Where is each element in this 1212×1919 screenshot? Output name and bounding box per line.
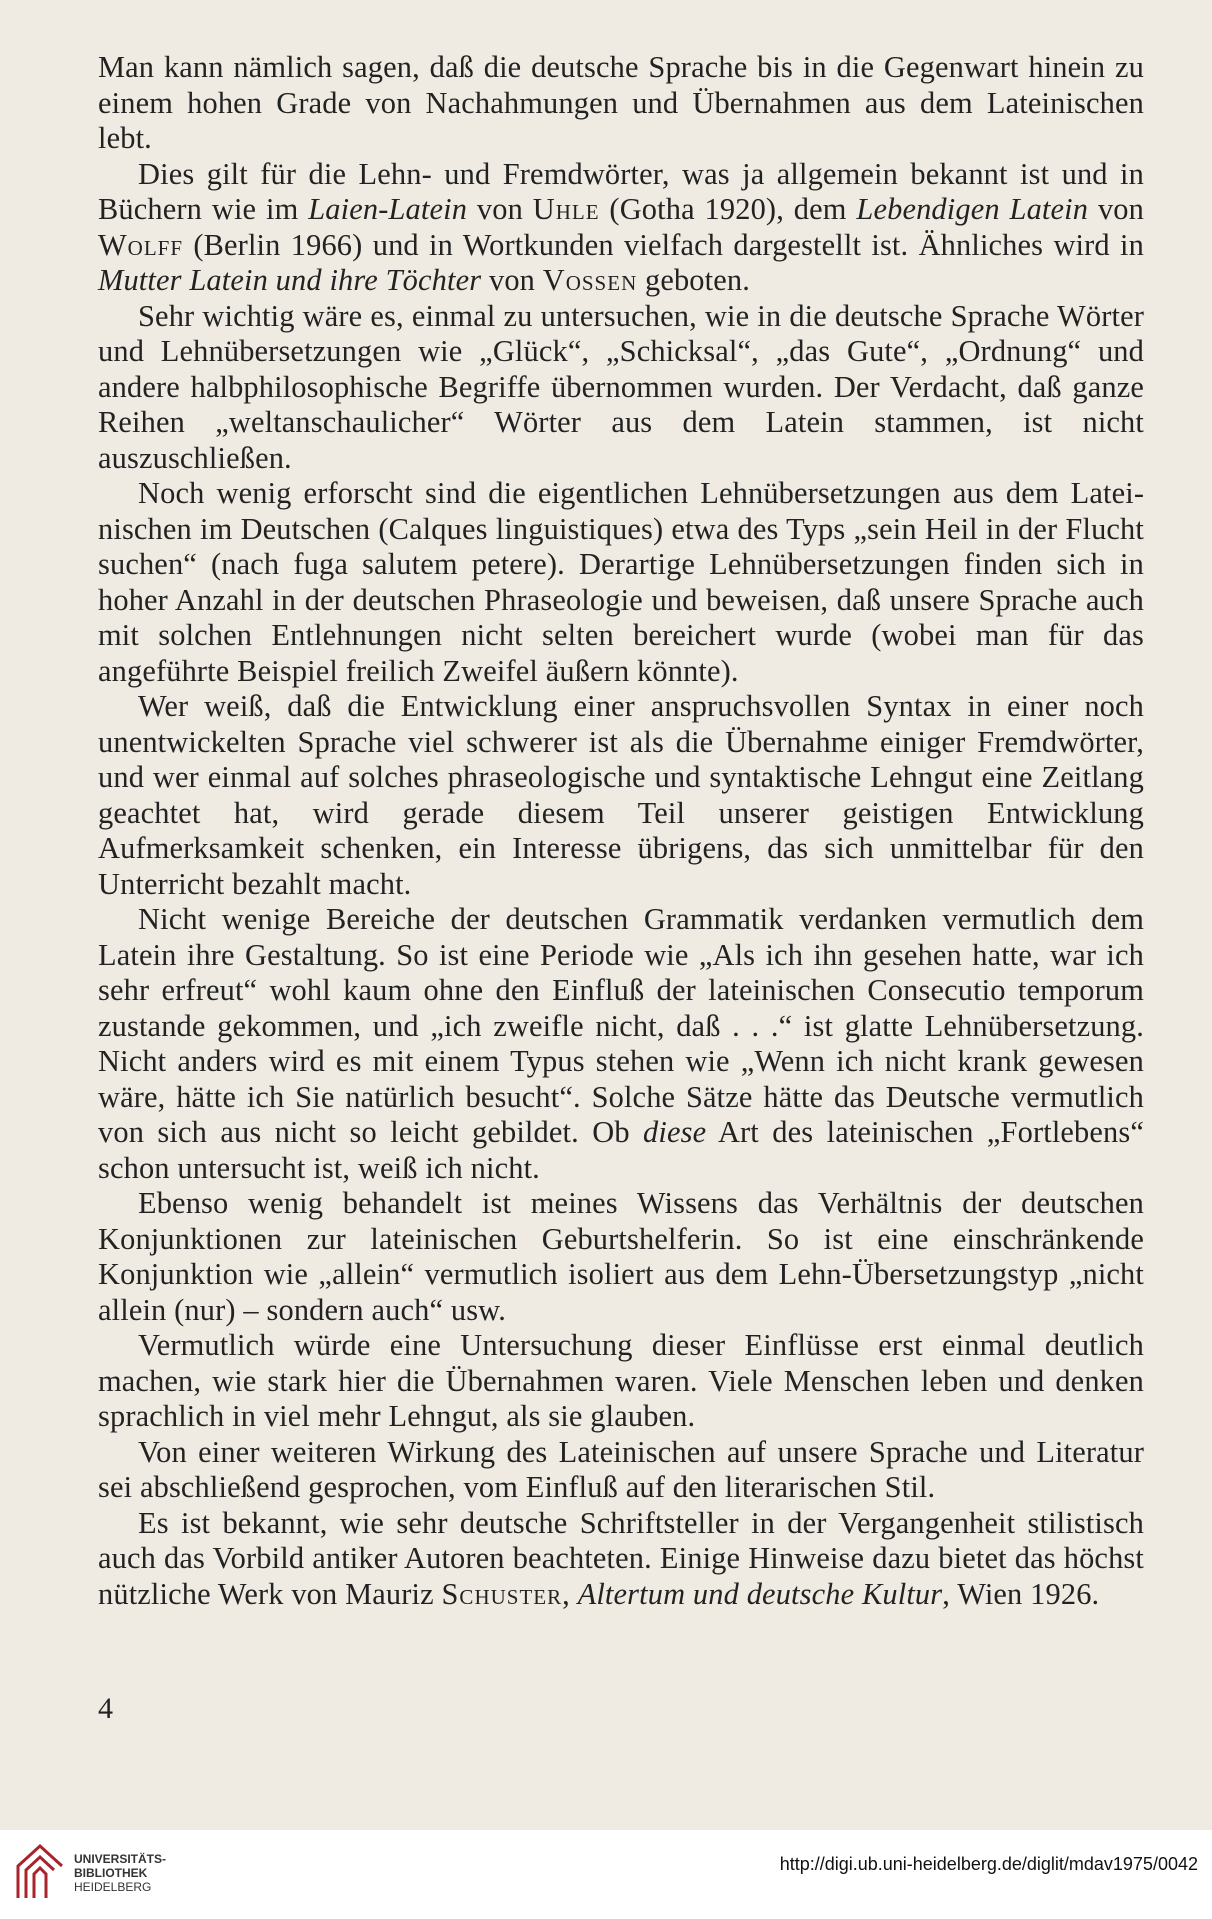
- permalink-url[interactable]: http://digi.ub.uni-heidelberg.de/diglit/mdav1975/0042: [779, 1854, 1198, 1874]
- body-text: [98, 50, 1144, 1612]
- paragraph-8: Vermutlich würde eine Untersuchung dieser Einflüsse erst einmal deutlich machen, wie stark hier die Übernahmen waren. Viele Menschen leben und denken sprachlich in viel mehr Lehngut, als sie glauben.: [98, 1328, 1144, 1433]
- library-name-line-2: BIBLIOTHEK: [74, 1866, 148, 1880]
- paragraph-1: Man kann nämlich sagen, daß die deutsche Sprache bis in die Gegenwart hinein zu einem hohen Grade von Nachahmungen und Übernahmen aus dem Lateinischen lebt.: [98, 50, 1144, 155]
- paragraph-5: Wer weiß, daß die Entwicklung einer anspruchsvollen Syntax in einer noch unentwickelten Sprache viel schwerer ist als die Übernahme einiger Fremdwörter, und wer einmal auf solches phraseologische und syntaktische Lehngut eine Zeitlang geachtet hat, wird gerade diesem Teil unserer geistigen Entwicklung Aufmerksamkeit schenken, ein Interesse übrigens, das sich unmittelbar für den Unterricht bezahlt macht.: [98, 689, 1144, 901]
- paragraph-7: Ebenso wenig behandelt ist meines Wissens das Verhältnis der deutschen Konjunktionen zur lateinischen Geburtshelferin. So ist eine einschränkende Konjunktion wie „allein“ vermutlich isoliert aus dem Lehn-Übersetzungstyp „nicht allein (nur) – sondern auch“ usw.: [98, 1186, 1144, 1327]
- paragraph-3: Sehr wichtig wäre es, einmal zu untersuchen, wie in die deutsche Sprache Wörter und Lehnübersetzungen wie „Glück“, „Schicksal“, „das Gute“, „Ordnung“ und andere halbphilosophische Begriffe übernommen wurden. Der Verdacht, daß ganze Reihen „weltanschaulicher“ Wörter aus dem Latein stammen, ist nicht auszuschließen.: [98, 298, 1144, 475]
- library-name: [74, 1852, 166, 1894]
- paragraph-9: Von einer weiteren Wirkung des Lateinischen auf unsere Sprache und Literatur sei abschließend gesprochen, vom Einfluß auf den literarischen Stil.: [98, 1434, 1144, 1504]
- page-number: 4: [98, 1692, 113, 1725]
- paragraph-2: Dies gilt für die Lehn- und Fremdwörter, was ja allgemein bekannt ist und in Büchern wie im Laien-Latein von Uhle (Gotha 1920), dem Lebendigen Latein von Wolff (Berlin 1966) und in Wortkunden vielfach dargestellt ist. Ähnliches wird in Mutter Latein und ihre Töchter von Vossen geboten.: [98, 156, 1144, 297]
- library-name-line-3: HEIDELBERG: [74, 1880, 152, 1894]
- footer-bar: [0, 1830, 1212, 1919]
- paragraph-6: Nicht wenige Bereiche der deutschen Grammatik verdanken vermutlich dem Latein ihre Gestaltung. So ist eine Periode wie „Als ich ihn gesehen hatte, war ich sehr erfreut“ wohl kaum ohne den Einfluß der lateinischen Consecutio temporum zustande gekommen, und „ich zweifle nicht, daß . . .“ ist glatte Lehnübersetzung. Nicht anders wird es mit einem Typus stehen wie „Wenn ich nicht krank gewesen wäre, hätte ich Sie natürlich besucht“. Solche Sätze hätte das Deutsche vermutlich von sich aus nicht so leicht gebildet. Ob diese Art des lateinischen „Fortlebens“ schon untersucht ist, weiß ich nicht.: [98, 902, 1144, 1185]
- library-name-line-1: UNIVERSITÄTS-: [74, 1852, 167, 1866]
- library-logo-icon: [12, 1842, 68, 1904]
- paragraph-10: Es ist bekannt, wie sehr deutsche Schriftsteller in der Vergangenheit stilistisch auch das Vorbild antiker Autoren beachteten. Einige Hinweise dazu bietet das höchst nützliche Werk von Mauriz Schuster, Altertum und deutsche Kultur, Wien 1926.: [98, 1505, 1144, 1611]
- paragraph-4: Noch wenig erforscht sind die eigentlichen Lehnübersetzungen aus dem Lateinischen im Deutschen (Calques linguistiques) etwa des Typs „sein Heil in der Flucht suchen“ (nach fuga salutem petere). Derartige Lehnübersetzungen finden sich in hoher Anzahl in der deutschen Phraseologie und beweisen, daß unsere Sprache auch mit solchen Entlehnungen nicht selten bereichert wurde (wobei man für das angeführte Beispiel freilich Zweifel äußern könnte).: [98, 476, 1144, 688]
